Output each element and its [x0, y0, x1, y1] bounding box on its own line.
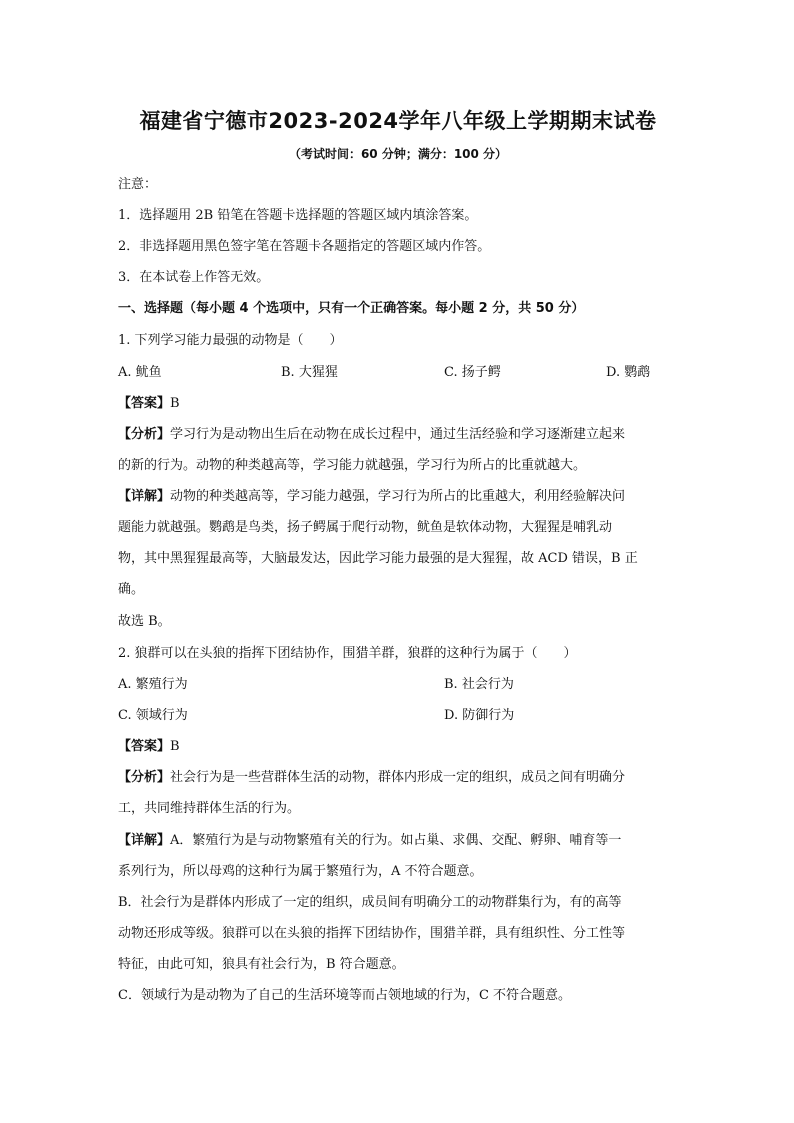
question-1-option-c: C. 扬子鳄	[444, 365, 501, 380]
question-1-detail-line-3: 物，其中黑猩猩最高等，大脑最发达，因此学习能力最强的是大猩猩，故 ACD 错误，B 正	[118, 551, 638, 566]
analysis-text: 学习行为是动物出生后在动物在成长过程中，通过生活经验和学习逐渐建立起来	[170, 427, 626, 442]
question-2-detail-a-line-1	[118, 833, 621, 849]
analysis-text: 社会行为是一些营群体生活的动物，群体内形成一定的组织，成员之间有明确分	[170, 770, 626, 785]
detail-text: 动物的种类越高等，学习能力越强，学习行为所占的比重越大，利用经验解决问	[170, 489, 626, 504]
question-2-option-b: B. 社会行为	[444, 677, 514, 692]
question-2-analysis-line-1	[118, 770, 625, 786]
question-2-detail-b-line-3: 特征，由此可知，狼具有社会行为，B 符合题意。	[118, 957, 405, 972]
question-2-option-c: C. 领域行为	[118, 708, 188, 723]
question-1-option-d: D. 鹦鹉	[606, 365, 651, 380]
notice-item-2: 2．非选择题用黑色签字笔在答题卡各题指定的答题区域内作答。	[118, 239, 491, 254]
question-1-analysis-line-1	[118, 427, 625, 443]
question-2-analysis-line-2: 工，共同维持群体生活的行为。	[118, 801, 301, 816]
exam-subtitle: （考试时间：60 分钟；满分：100 分）	[288, 147, 508, 161]
question-1-stem: 1. 下列学习能力最强的动物是（ ）	[118, 333, 343, 348]
answer-value: B	[170, 396, 180, 411]
question-1-detail-line-1	[118, 489, 625, 505]
analysis-tag: 【分析】	[118, 770, 171, 785]
section-heading: 一、选择题（每小题 4 个选项中，只有一个正确答案。每小题 2 分，共 50 分）	[118, 301, 585, 316]
page-title: 福建省宁德市2023-2024学年八年级上学期期末试卷	[139, 109, 657, 133]
notice-heading: 注意：	[118, 177, 158, 192]
question-2-detail-b-line-1: B．社会行为是群体内形成了一定的组织，成员间有明确分工的动物群集行为，有的高等	[118, 895, 622, 910]
answer-tag: 【答案】	[118, 396, 171, 411]
detail-tag: 【详解】	[118, 489, 171, 504]
question-2-option-a: A. 繁殖行为	[118, 677, 188, 692]
answer-tag: 【答案】	[118, 739, 171, 754]
question-2-answer	[118, 739, 180, 755]
question-1-analysis-line-2: 的新的行为。动物的种类越高等，学习能力就越强，学习行为所占的比重就越大。	[118, 458, 587, 473]
question-2-detail-a-line-2: 系列行为，所以母鸡的这种行为属于繁殖行为，A 不符合题意。	[118, 864, 483, 879]
question-1-detail-line-2: 题能力就越强。鹦鹉是鸟类，扬子鳄属于爬行动物，鱿鱼是软体动物，大猩猩是哺乳动	[118, 520, 613, 535]
question-2-option-d: D. 防御行为	[444, 708, 515, 723]
detail-tag: 【详解】	[118, 833, 171, 848]
question-2-stem: 2. 狼群可以在头狼的指挥下团结协作，围猎羊群，狼群的这种行为属于（ ）	[118, 646, 577, 661]
answer-value: B	[170, 739, 180, 754]
notice-item-3: 3．在本试卷上作答无效。	[118, 270, 270, 285]
question-1-answer	[118, 396, 180, 412]
question-1-conclusion: 故选 B。	[118, 614, 171, 629]
question-1-option-b: B. 大猩猩	[281, 365, 338, 380]
question-2-detail-c-line-1: C．领域行为是动物为了自己的生活环境等而占领地域的行为，C 不符合题意。	[118, 988, 572, 1003]
analysis-tag: 【分析】	[118, 427, 171, 442]
detail-text: A．繁殖行为是与动物繁殖有关的行为。如占巢、求偶、交配、孵卵、哺育等一	[170, 833, 622, 848]
notice-item-1: 1．选择题用 2B 铅笔在答题卡选择题的答题区域内填涂答案。	[118, 208, 478, 223]
question-2-detail-b-line-2: 动物还形成等级。狼群可以在头狼的指挥下团结协作，围猎羊群，具有组织性、分工性等	[118, 926, 626, 941]
question-1-option-a: A. 鱿鱼	[118, 365, 162, 380]
question-1-detail-line-4: 确。	[118, 582, 145, 597]
